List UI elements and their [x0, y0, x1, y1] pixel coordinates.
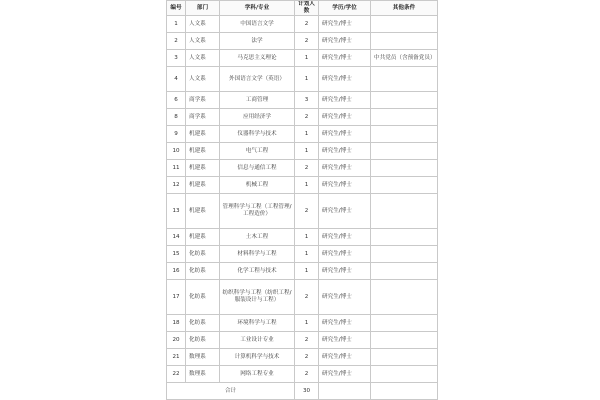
cell-dept: 机建系	[186, 160, 220, 177]
cell-edu: 研究生/博士	[319, 315, 371, 332]
cell-major: 工业设计专业	[220, 332, 295, 349]
cell-major: 仪器科学与技术	[220, 126, 295, 143]
table-row	[167, 160, 438, 177]
cell-no: 18	[167, 315, 186, 332]
table-row	[167, 33, 438, 50]
cell-num: 1	[295, 67, 319, 92]
cell-num: 1	[295, 50, 319, 67]
cell-num: 2	[295, 16, 319, 33]
cell-num: 2	[295, 332, 319, 349]
table-body	[167, 16, 438, 383]
cell-num: 2	[295, 160, 319, 177]
cell-dept: 数理系	[186, 366, 220, 383]
total-num: 30	[295, 383, 319, 400]
cell-other	[371, 349, 438, 366]
table-row	[167, 16, 438, 33]
cell-num: 2	[295, 194, 319, 229]
cell-major: 网络工程专业	[220, 366, 295, 383]
cell-other	[371, 160, 438, 177]
cell-dept: 化纺系	[186, 246, 220, 263]
table-row	[167, 109, 438, 126]
cell-other	[371, 194, 438, 229]
cell-other	[371, 263, 438, 280]
cell-num: 3	[295, 92, 319, 109]
cell-edu: 研究生/博士	[319, 160, 371, 177]
cell-major: 法学	[220, 33, 295, 50]
cell-other	[371, 315, 438, 332]
cell-num: 1	[295, 246, 319, 263]
cell-edu: 研究生/博士	[319, 177, 371, 194]
cell-edu: 研究生/博士	[319, 16, 371, 33]
table-row	[167, 263, 438, 280]
cell-no: 2	[167, 33, 186, 50]
table-row	[167, 349, 438, 366]
cell-no: 22	[167, 366, 186, 383]
table-row	[167, 126, 438, 143]
table-row	[167, 315, 438, 332]
table-row	[167, 50, 438, 67]
cell-major: 计算机科学与技术	[220, 349, 295, 366]
cell-edu: 研究生/博士	[319, 92, 371, 109]
cell-num: 1	[295, 177, 319, 194]
cell-no: 15	[167, 246, 186, 263]
cell-no: 17	[167, 280, 186, 315]
cell-other	[371, 280, 438, 315]
cell-num: 2	[295, 280, 319, 315]
table-row	[167, 332, 438, 349]
cell-edu: 研究生/博士	[319, 349, 371, 366]
cell-other	[371, 177, 438, 194]
cell-edu: 研究生/博士	[319, 109, 371, 126]
cell-other	[371, 126, 438, 143]
cell-dept: 商学系	[186, 92, 220, 109]
cell-edu: 研究生/博士	[319, 33, 371, 50]
cell-edu: 研究生/博士	[319, 332, 371, 349]
cell-no: 21	[167, 349, 186, 366]
cell-num: 1	[295, 143, 319, 160]
cell-other	[371, 33, 438, 50]
cell-major: 土木工程	[220, 229, 295, 246]
cell-dept: 机建系	[186, 143, 220, 160]
cell-major: 工商管理	[220, 92, 295, 109]
cell-edu: 研究生/博士	[319, 143, 371, 160]
cell-major: 信息与通信工程	[220, 160, 295, 177]
cell-num: 2	[295, 33, 319, 50]
cell-dept: 化纺系	[186, 263, 220, 280]
cell-edu: 研究生/博士	[319, 229, 371, 246]
cell-num: 1	[295, 315, 319, 332]
cell-num: 1	[295, 263, 319, 280]
cell-major: 机械工程	[220, 177, 295, 194]
cell-dept: 化纺系	[186, 280, 220, 315]
cell-dept: 数理系	[186, 349, 220, 366]
total-edu	[319, 383, 371, 400]
total-other	[371, 383, 438, 400]
cell-edu: 研究生/博士	[319, 194, 371, 229]
header-dept: 部门	[186, 1, 220, 16]
cell-other	[371, 67, 438, 92]
cell-dept: 商学系	[186, 109, 220, 126]
header-num: 计划人数	[295, 1, 319, 16]
table-row	[167, 177, 438, 194]
cell-no: 6	[167, 92, 186, 109]
cell-other: 中共党员（含预备党员）	[371, 50, 438, 67]
cell-no: 4	[167, 67, 186, 92]
cell-num: 2	[295, 349, 319, 366]
cell-major: 电气工程	[220, 143, 295, 160]
cell-major: 材料科学与工程	[220, 246, 295, 263]
cell-edu: 研究生/博士	[319, 126, 371, 143]
cell-num: 2	[295, 366, 319, 383]
table-row	[167, 194, 438, 229]
cell-no: 16	[167, 263, 186, 280]
cell-edu: 研究生/博士	[319, 246, 371, 263]
cell-major: 中国语言文学	[220, 16, 295, 33]
cell-dept: 人文系	[186, 33, 220, 50]
cell-edu: 研究生/博士	[319, 67, 371, 92]
cell-other	[371, 143, 438, 160]
table-row	[167, 246, 438, 263]
cell-edu: 研究生/博士	[319, 50, 371, 67]
cell-no: 9	[167, 126, 186, 143]
cell-dept: 机建系	[186, 126, 220, 143]
cell-no: 12	[167, 177, 186, 194]
cell-other	[371, 109, 438, 126]
header-major: 学科/专业	[220, 1, 295, 16]
total-row	[167, 383, 438, 400]
cell-num: 1	[295, 229, 319, 246]
cell-dept: 机建系	[186, 229, 220, 246]
cell-major: 外国语言文学（英语）	[220, 67, 295, 92]
cell-no: 14	[167, 229, 186, 246]
table-row	[167, 229, 438, 246]
cell-no: 8	[167, 109, 186, 126]
cell-other	[371, 92, 438, 109]
cell-major: 马克思主义理论	[220, 50, 295, 67]
header-edu: 学历/学位	[319, 1, 371, 16]
cell-dept: 机建系	[186, 194, 220, 229]
cell-no: 11	[167, 160, 186, 177]
cell-dept: 人文系	[186, 16, 220, 33]
cell-dept: 人文系	[186, 50, 220, 67]
cell-other	[371, 366, 438, 383]
header-no: 编号	[167, 1, 186, 16]
cell-other	[371, 229, 438, 246]
cell-edu: 研究生/博士	[319, 280, 371, 315]
cell-dept: 化纺系	[186, 332, 220, 349]
cell-major: 环境科学与工程	[220, 315, 295, 332]
cell-other	[371, 246, 438, 263]
cell-dept: 化纺系	[186, 315, 220, 332]
cell-no: 10	[167, 143, 186, 160]
cell-major: 应用经济学	[220, 109, 295, 126]
table-row	[167, 92, 438, 109]
cell-major: 纺织科学与工程（纺织工程/服装设计与工程）	[220, 280, 295, 315]
table-header-row	[167, 1, 438, 16]
cell-dept: 机建系	[186, 177, 220, 194]
cell-dept: 人文系	[186, 67, 220, 92]
table-row	[167, 67, 438, 92]
table-row	[167, 280, 438, 315]
table-row	[167, 366, 438, 383]
header-other: 其他条件	[371, 1, 438, 16]
cell-no: 1	[167, 16, 186, 33]
cell-edu: 研究生/博士	[319, 366, 371, 383]
cell-edu: 研究生/博士	[319, 263, 371, 280]
recruitment-table	[166, 0, 438, 400]
cell-num: 2	[295, 109, 319, 126]
cell-other	[371, 332, 438, 349]
cell-major: 化学工程与技术	[220, 263, 295, 280]
cell-no: 3	[167, 50, 186, 67]
cell-no: 20	[167, 332, 186, 349]
cell-num: 1	[295, 126, 319, 143]
table-row	[167, 143, 438, 160]
cell-other	[371, 16, 438, 33]
total-label: 合计	[167, 383, 295, 400]
cell-major: 管理科学与工程（工程管理/工程造价）	[220, 194, 295, 229]
cell-no: 13	[167, 194, 186, 229]
